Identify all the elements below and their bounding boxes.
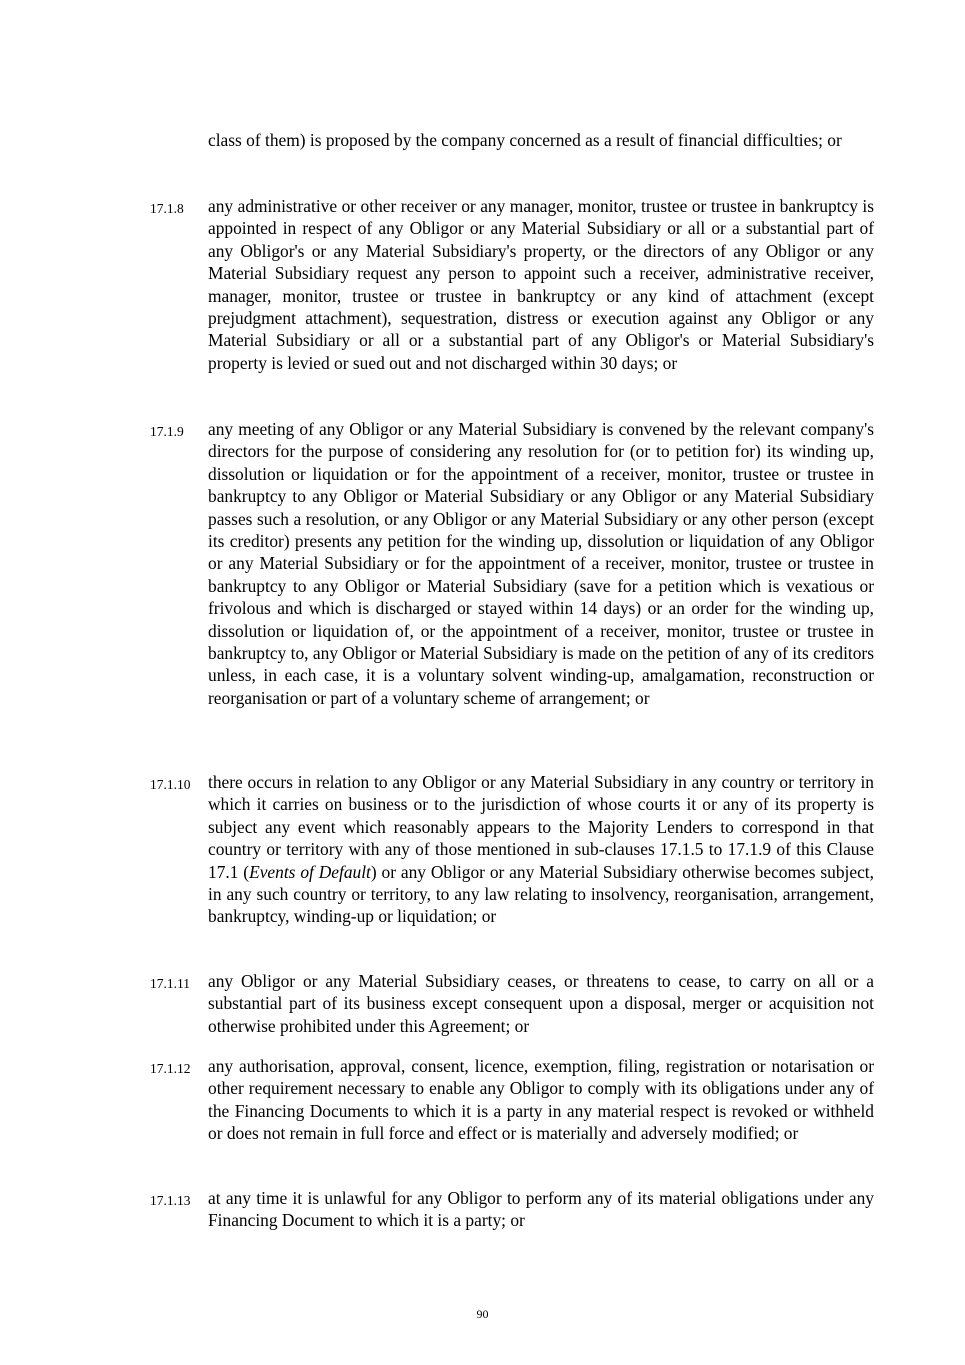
clause-number: 17.1.12: [150, 1061, 191, 1076]
clause-17-1-12: [150, 1055, 874, 1145]
clause-text: [208, 771, 874, 928]
clause-text: at any time it is unlawful for any Obligor to perform any of its material obligations under any Financing Document to which it is a party; or: [208, 1188, 874, 1231]
clause-text: any authorisation, approval, consent, licence, exemption, filing, registration or notarisation or other requirement necessary to enable any Obligor to comply with its obligations under any of the Financing Documents to which it is a party in any material respect is revoked or withheld or does not remain in full force and effect or is materially and adversely modified; or: [208, 1056, 874, 1144]
clause-text: any Obligor or any Material Subsidiary ceases, or threatens to cease, to carry on all or a substantial part of its business except consequent upon a disposal, merger or acquisition not otherwise prohibited under this Agreement; or: [208, 971, 874, 1036]
clause-text: any administrative or other receiver or any manager, monitor, trustee or trustee in bankruptcy is appointed in respect of any Obligor or any Material Subsidiary or all or a substantial part of any Obligor's or any Material Subsidiary's property, or the directors of any Obligor or any Material Subsidiary request any person to appoint such a receiver, administrative receiver, manager, monitor, trustee or trustee in bankruptcy or any kind of attachment (except prejudgment attachment), sequestration, distress or execution against any Obligor or any Material Subsidiary or all or a substantial part of any Obligor's or Material Subsidiary's property is levied or sued out and not discharged within 30 days; or: [208, 196, 874, 373]
clause-number: 17.1.9: [150, 424, 184, 439]
page-number: 90: [476, 1307, 489, 1321]
clause-text-after: ) or any Obligor or any Material Subsidiary otherwise becomes subject, in any such country or territory, to any law relating to insolvency, reorganisation, arrangement, bankruptcy, winding-up or liquidation; or: [208, 861, 874, 927]
clause-17-1-9: [150, 418, 874, 709]
clause-text-italic: Events of Default: [249, 861, 371, 882]
clause-text: any meeting of any Obligor or any Material Subsidiary is convened by the relevant company's directors for the purpose of considering any resolution for (or to petition for) its winding up, dissolution or liquidation or for the appointment of a receiver, monitor, trustee or trustee in bankruptcy to any Obligor or Material Subsidiary or any Obligor or any Material Subsidiary passes such a resolution, or any Obligor or any Material Subsidiary or any other person (except its creditor) presents any petition for the winding up, dissolution or liquidation of any Obligor or any Material Subsidiary or for the appointment of a receiver, monitor, trustee or trustee in bankruptcy to any Obligor or Material Subsidiary (save for a petition which is vexatious or frivolous and which is discharged or stayed within 14 days) or an order for the winding up, dissolution or liquidation of, or the appointment of a receiver, monitor, trustee or trustee in bankruptcy to, any Obligor or Material Subsidiary is made on the petition of any of its creditors unless, in each case, it is a voluntary solvent winding-up, amalgamation, reconstruction or reorganisation or part of a voluntary scheme of arrangement; or: [208, 419, 874, 708]
clause-number: 17.1.8: [150, 201, 184, 216]
continuation-paragraph: class of them) is proposed by the company concerned as a result of financial difficulties; or: [208, 130, 842, 150]
clause-text-before: there occurs in relation to any Obligor or any Material Subsidiary in any country or territory in which it carries on business or to the jurisdiction of whose courts it or any of its property is subject any event which reasonably appears to the Majority Lenders to correspond in that country or territory with any of those mentioned in sub-clauses 17.1.5 to 17.1.9 of this Clause 17.1 (: [208, 772, 874, 882]
clause-17-1-13: [150, 1187, 874, 1232]
clause-number: 17.1.11: [150, 976, 190, 991]
clause-17-1-8: [150, 195, 874, 374]
clause-number: 17.1.10: [150, 777, 191, 792]
clause-17-1-11: [150, 970, 874, 1037]
clause-17-1-10: [150, 771, 874, 928]
clause-number: 17.1.13: [150, 1193, 191, 1208]
